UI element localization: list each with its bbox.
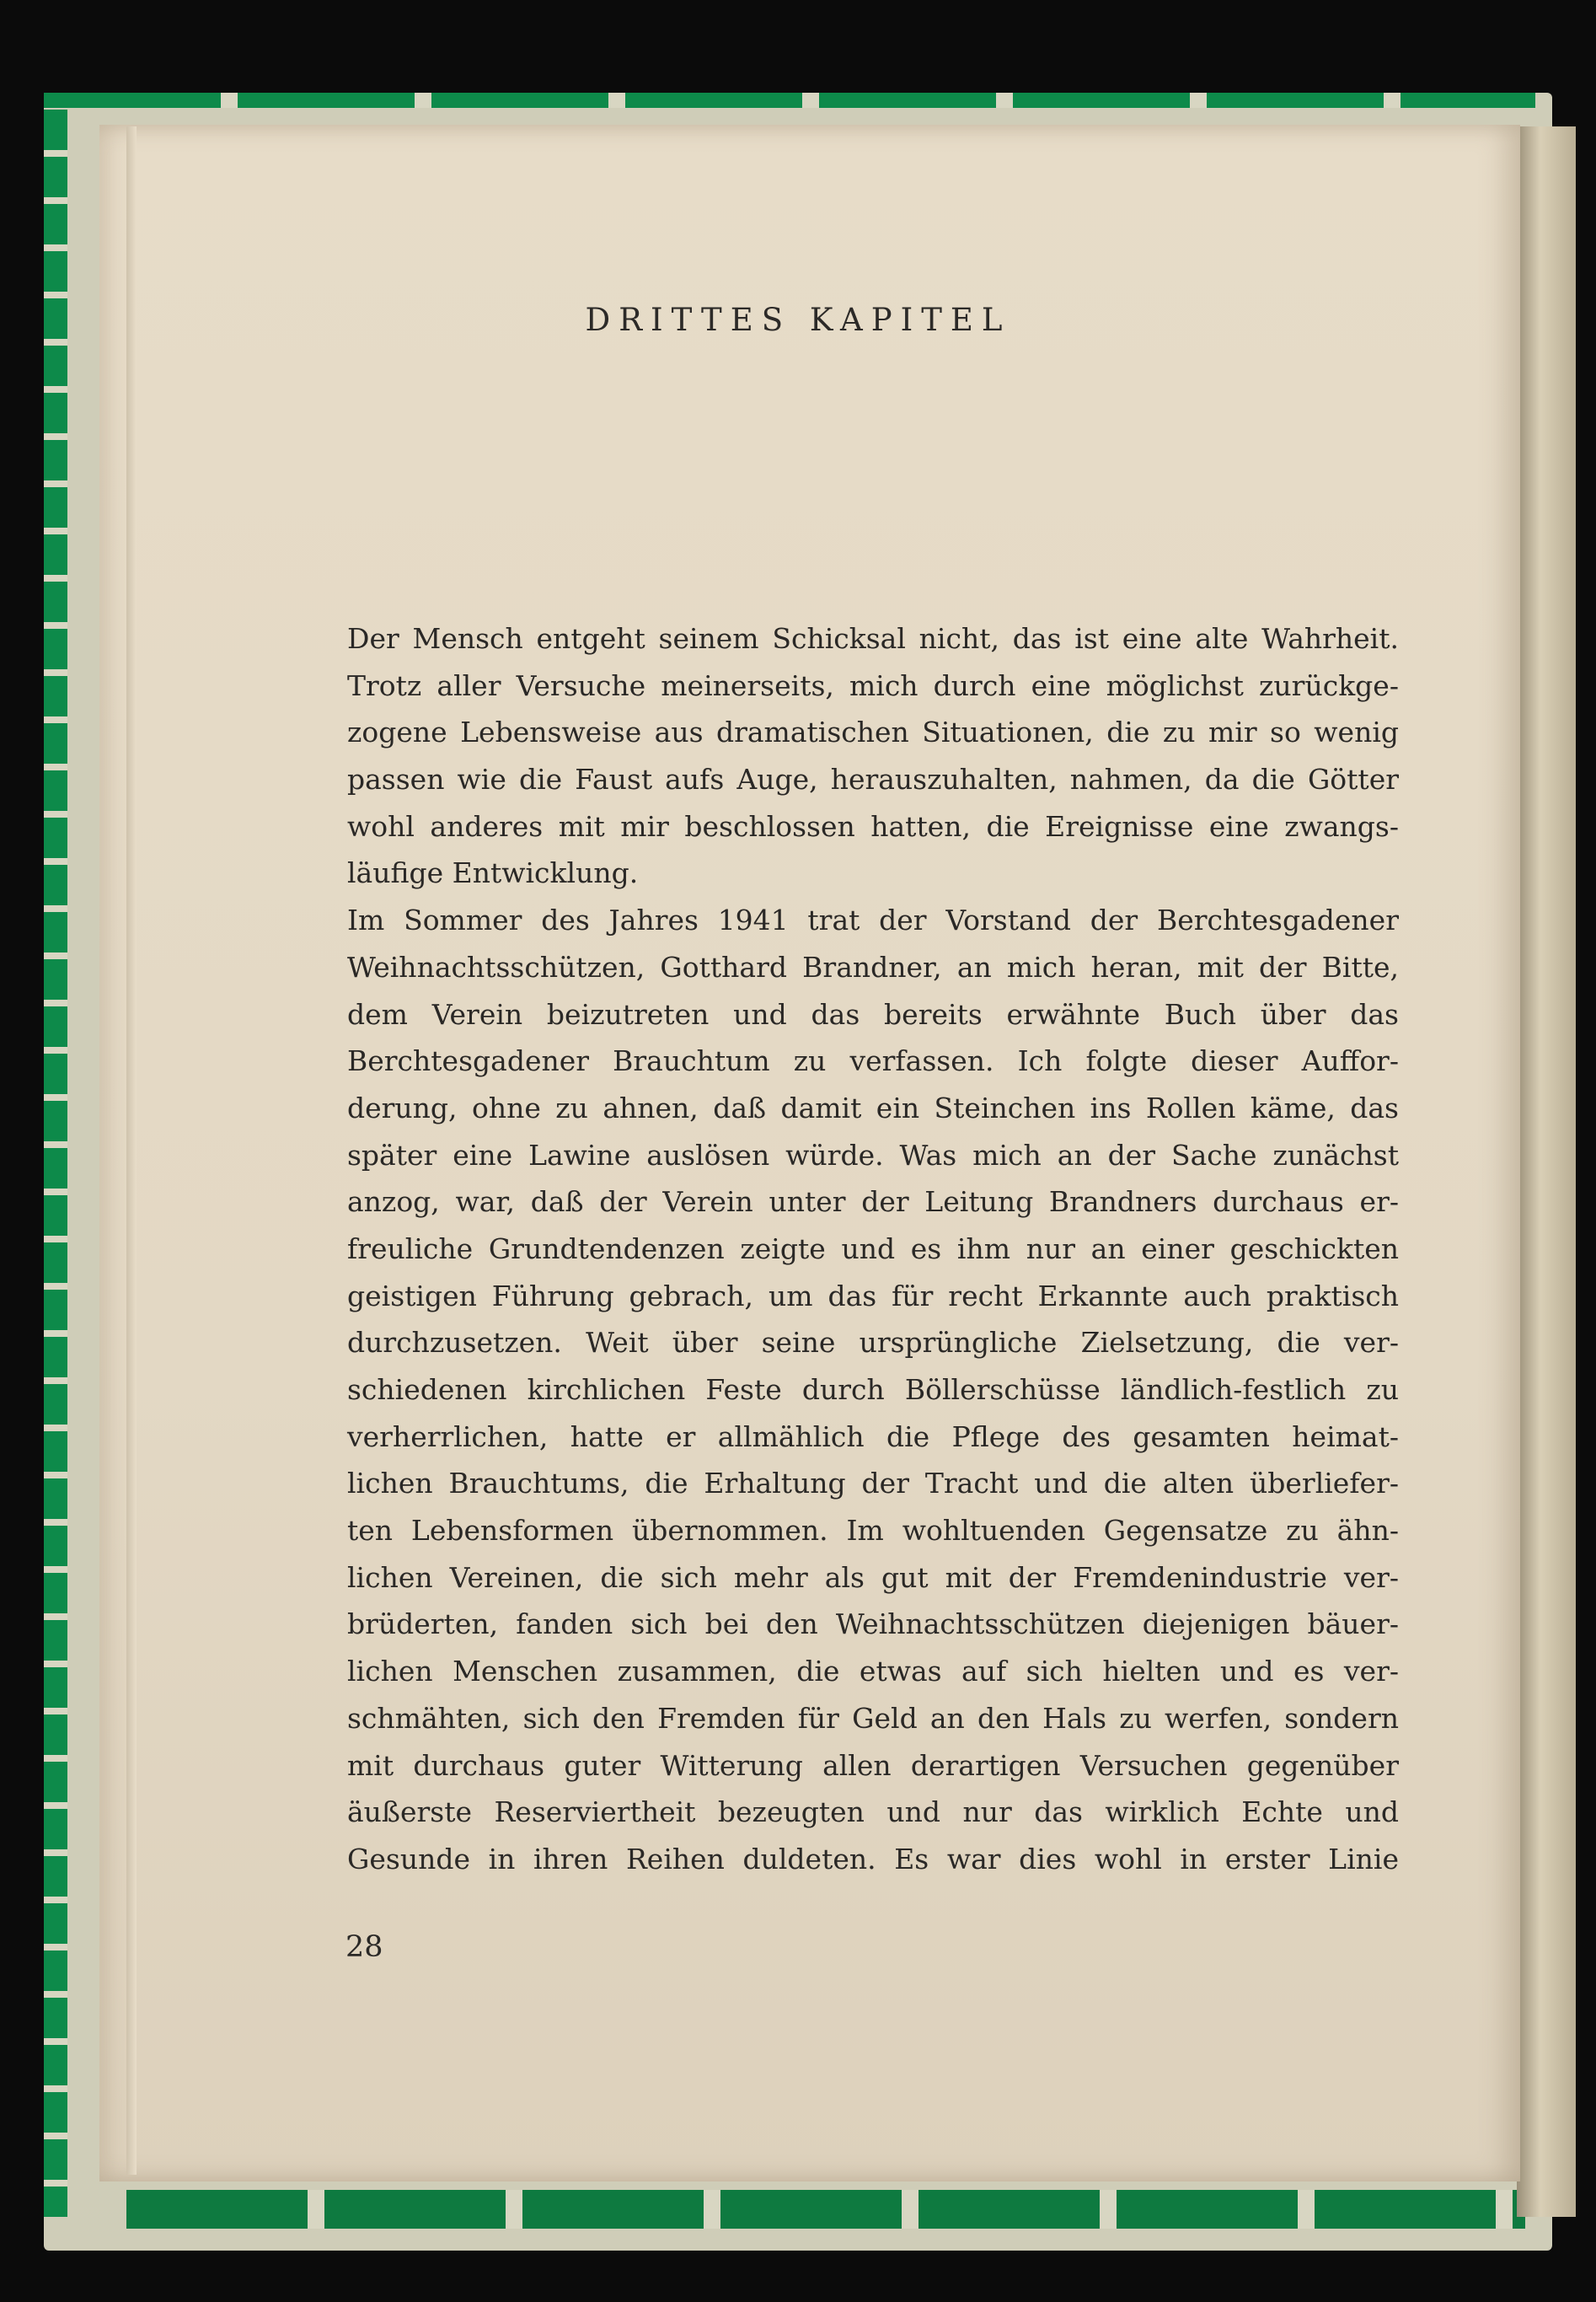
text-line: dem Verein beizutreten und das bereits erwähnte Buch über das [347,997,1399,1031]
body-text [347,615,1399,1883]
text-line: mit durchaus guter Witterung allen derartigen Versuchen gegenüber [347,1748,1399,1782]
cover-top-stripe [44,93,1535,108]
text-line: Gesunde in ihren Reihen duldeten. Es war dies wohl in erster Linie [347,1842,1399,1875]
text-line: anzog, war, daß der Verein unter der Leitung Brandners durchaus er- [347,1185,1399,1219]
text-line: geistigen Führung gebrach, um das für recht Erkannte auch praktisch [347,1279,1399,1312]
page-gutter [126,126,137,2175]
text-line: passen wie die Faust aufs Auge, herauszuhalten, nahmen, da die Götter [347,763,1399,797]
text-line: ten Lebensformen übernommen. Im wohltuenden Gegensatze zu ähn- [347,1514,1399,1548]
text-line: schiedenen kirchlichen Feste durch Böllerschüsse ländlich-festlich zu [347,1373,1399,1406]
text-line: Im Sommer des Jahres 1941 trat der Vorstand der Berchtesgadener [347,904,1399,937]
text-line: verherrlichen, hatte er allmählich die Pflege des gesamten heimat- [347,1419,1399,1453]
text-line: äußerste Reserviertheit bezeugten und nur das wirklich Echte und [347,1795,1399,1829]
text-line: zogene Lebensweise aus dramatischen Situationen, die zu mir so wenig [347,716,1399,749]
page-number: 28 [345,1930,383,1964]
cover-bottom-stripe [126,2190,1525,2229]
text-line: wohl anderes mit mir beschlossen hatten, die Ereignisse eine zwangs- [347,809,1399,843]
text-line: lichen Vereinen, die sich mehr als gut mit der Fremdenindustrie ver- [347,1560,1399,1594]
text-line: Trotz aller Versuche meinerseits, mich durch eine möglichst zurückge- [347,668,1399,702]
text-line: lichen Brauchtums, die Erhaltung der Tracht und die alten überliefer- [347,1467,1399,1500]
text-line: Berchtesgadener Brauchtum zu verfassen. Ich folgte dieser Auffor- [347,1044,1399,1078]
chapter-title: DRITTES KAPITEL [585,302,1011,338]
text-line: läufige Entwicklung. [347,856,639,890]
cover-left-stripe [44,110,67,2217]
text-line: derung, ohne zu ahnen, daß damit ein Steinchen ins Rollen käme, das [347,1091,1399,1124]
text-line: Weihnachtsschützen, Gotthard Brandner, an mich heran, mit der Bitte, [347,950,1399,984]
text-line: brüderten, fanden sich bei den Weihnachtsschützen diejenigen bäuer- [347,1607,1399,1641]
text-line: freuliche Grundtendenzen zeigte und es ihm nur an einer geschickten [347,1231,1399,1265]
text-line: lichen Menschen zusammen, die etwas auf sich hielten und es ver- [347,1655,1399,1688]
text-line: durchzusetzen. Weit über seine ursprüngliche Zielsetzung, die ver- [347,1326,1399,1360]
page-stack-edge [1517,126,1576,2217]
text-line: Der Mensch entgeht seinem Schicksal nicht, das ist eine alte Wahrheit. [347,622,1399,655]
text-line: schmähten, sich den Fremden für Geld an den Hals zu werfen, sondern [347,1701,1399,1735]
text-line: später eine Lawine auslösen würde. Was mich an der Sache zunächst [347,1138,1399,1172]
